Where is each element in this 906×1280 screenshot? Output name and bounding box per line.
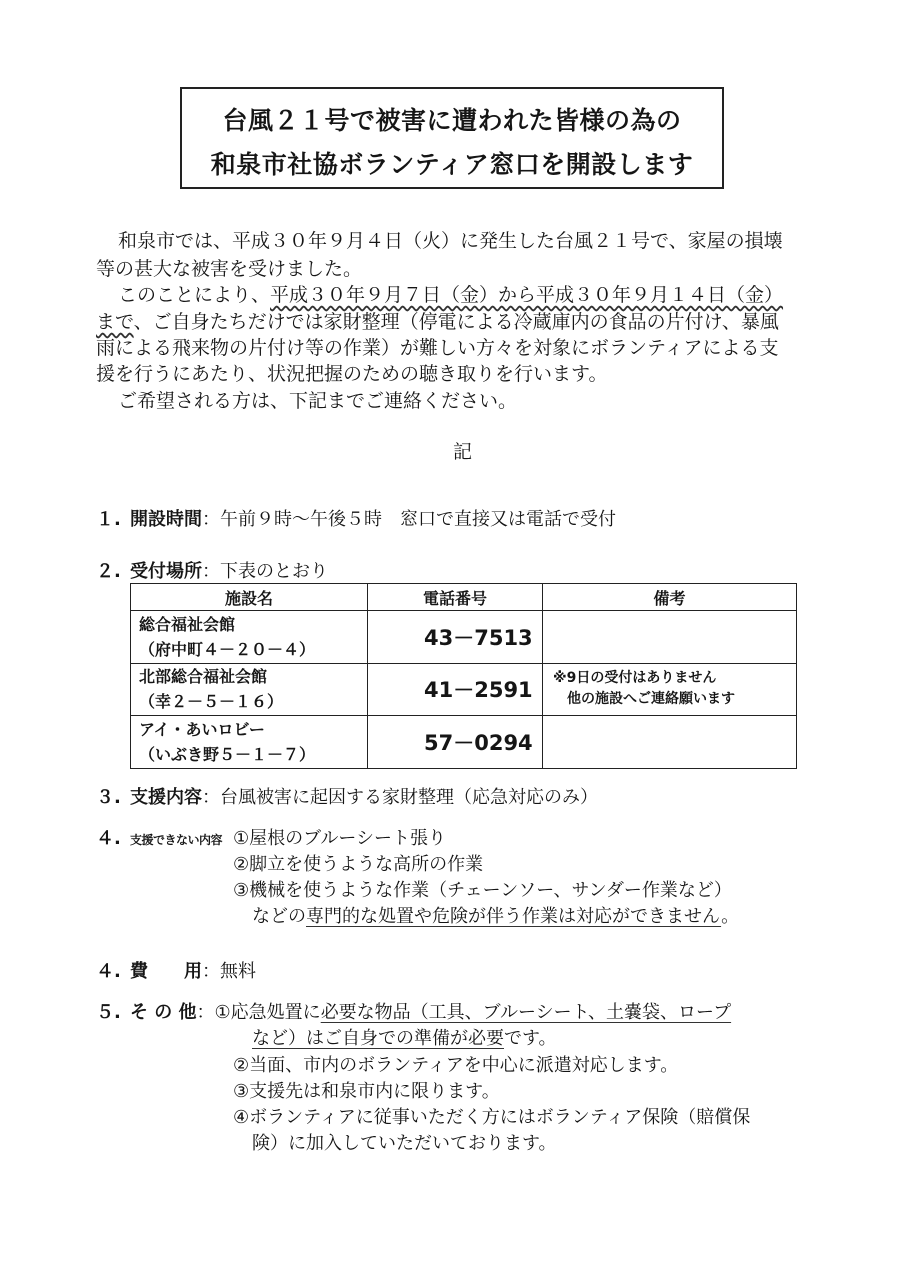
cannot-item-2: ②脚立を使うような高所の作業 <box>233 854 484 875</box>
item-cost-num: ４. <box>96 961 121 982</box>
facility-name <box>131 611 368 664</box>
other-item-4-line1: ④ボランティアに従事いただく方にはボランティア保険（賠償保 <box>233 1107 751 1128</box>
facility-name <box>131 663 368 716</box>
item-cost-label: 費 用 <box>130 961 202 982</box>
intro-p2-line1-a: このことにより、 <box>118 284 271 306</box>
other-item-4-line2: 険）に加入していただいております。 <box>252 1133 557 1154</box>
title-box <box>180 87 724 189</box>
table-row <box>131 611 797 664</box>
other-item-1-underlined: 必要な物品（工具、ブルーシート、土嚢袋、ロープ <box>320 1002 732 1023</box>
item-other-num: ５. <box>96 1002 121 1023</box>
item-other-label: そ の 他 <box>130 1002 197 1023</box>
title-line-2: 和泉市社協ボランティア窓口を開設します <box>210 150 694 179</box>
item-hours-num: １. <box>96 509 121 530</box>
facility-address: （幸２－５－１６） <box>139 692 284 712</box>
table-header-name: 施設名 <box>131 584 368 611</box>
facility-address: （府中町４－２０－４） <box>139 639 316 659</box>
facility-phone: 41－2591 <box>368 663 543 716</box>
item-place-label: 受付場所 <box>130 561 202 582</box>
facility-address: （いぶき野５－１－７） <box>139 745 316 765</box>
cannot-note <box>252 904 739 929</box>
other-item-1-a: ：①応急処置に <box>196 1002 321 1023</box>
table-row <box>131 716 797 769</box>
intro-period: 平成３０年９月７日（金）から平成３０年９月１４日（金） <box>270 284 784 306</box>
cannot-item-1: ①屋根のブルーシート張り <box>233 828 447 849</box>
intro-p1-line2: 等の甚大な被害を受けました。 <box>96 258 363 280</box>
facility-note-line2: 他の施設へご連絡願います <box>553 691 735 708</box>
table-header-note: 備考 <box>543 584 797 611</box>
places-table <box>130 583 797 769</box>
item-content-value: ：台風被害に起因する家財整理（応急対応のみ） <box>202 787 598 808</box>
item-hours-value: ：午前９時～午後５時 窓口で直接又は電話で受付 <box>202 509 616 530</box>
intro-p2-line4: 援を行うにあたり、状況把握のための聴き取りを行います。 <box>96 363 608 385</box>
other-item-2: ②当面、市内のボランティアを中心に派遣対応します。 <box>233 1055 679 1076</box>
item-cannot-num: ４. <box>96 828 121 849</box>
item-content <box>96 785 598 810</box>
intro-p2-line3: 雨による飛来物の片付け等の作業）が難しい方々を対象にボランティアによる支 <box>96 337 779 359</box>
item-hours <box>96 507 616 532</box>
item-cost <box>96 959 256 984</box>
item-cannot <box>96 826 222 853</box>
title-line-1: 台風２１号で被害に遭われた皆様の為の <box>222 106 682 135</box>
cannot-note-underlined: 専門的な処置や危険が伴う作業は対応ができません <box>306 906 722 927</box>
table-header-phone: 電話番号 <box>368 584 543 611</box>
facility-note <box>543 716 797 769</box>
facility-name-line1: アイ・あいロビー <box>139 720 265 740</box>
cannot-item-3: ③機械を使うような作業（チェーンソー、サンダー作業など） <box>233 880 732 901</box>
facility-note <box>543 663 797 716</box>
facility-name <box>131 716 368 769</box>
table-row <box>131 663 797 716</box>
cannot-note-a: などの <box>252 906 306 927</box>
ki-heading: 記 <box>453 441 473 463</box>
item-hours-label: 開設時間 <box>130 509 202 530</box>
facility-note-line1: ※9日の受付はありません <box>553 670 717 687</box>
item-place-value: ：下表のとおり <box>202 561 328 582</box>
facility-name-line1: 総合福祉会館 <box>139 614 236 634</box>
intro-p2-line1 <box>118 283 783 308</box>
other-item-3: ③支援先は和泉市内に限ります。 <box>233 1081 500 1102</box>
intro-p2-line2 <box>96 310 779 335</box>
other-item-1-cont-end: です。 <box>504 1028 557 1049</box>
other-item-1-cont-underlined: など）はご自身での準備が必要 <box>252 1028 504 1049</box>
item-place-num: ２. <box>96 561 121 582</box>
item-cost-value: ：無料 <box>202 961 256 982</box>
facility-note <box>543 611 797 664</box>
intro-p1-line1: 和泉市では、平成３０年９月４日（火）に発生した台風２１号で、家屋の損壊 <box>118 230 783 252</box>
item-cannot-label: 支援できない内容 <box>130 833 223 847</box>
intro-p3: ご希望される方は、下記までご連絡ください。 <box>118 390 518 412</box>
item-place <box>96 559 328 584</box>
intro-p2-line2-b: 、ご自身たちだけでは家財整理（停電による冷蔵庫内の食品の片付け、暴風 <box>133 311 779 333</box>
facility-phone: 43－7513 <box>368 611 543 664</box>
item-content-label: 支援内容 <box>130 787 202 808</box>
cannot-note-c: 。 <box>721 906 740 927</box>
item-content-num: ３. <box>96 787 121 808</box>
table-header-row <box>131 584 797 611</box>
facility-name-line1: 北部総合福祉会館 <box>139 667 268 687</box>
other-item-1-cont <box>252 1026 557 1051</box>
item-other <box>96 1000 731 1025</box>
intro-made: まで <box>96 311 134 333</box>
facility-phone: 57－0294 <box>368 716 543 769</box>
